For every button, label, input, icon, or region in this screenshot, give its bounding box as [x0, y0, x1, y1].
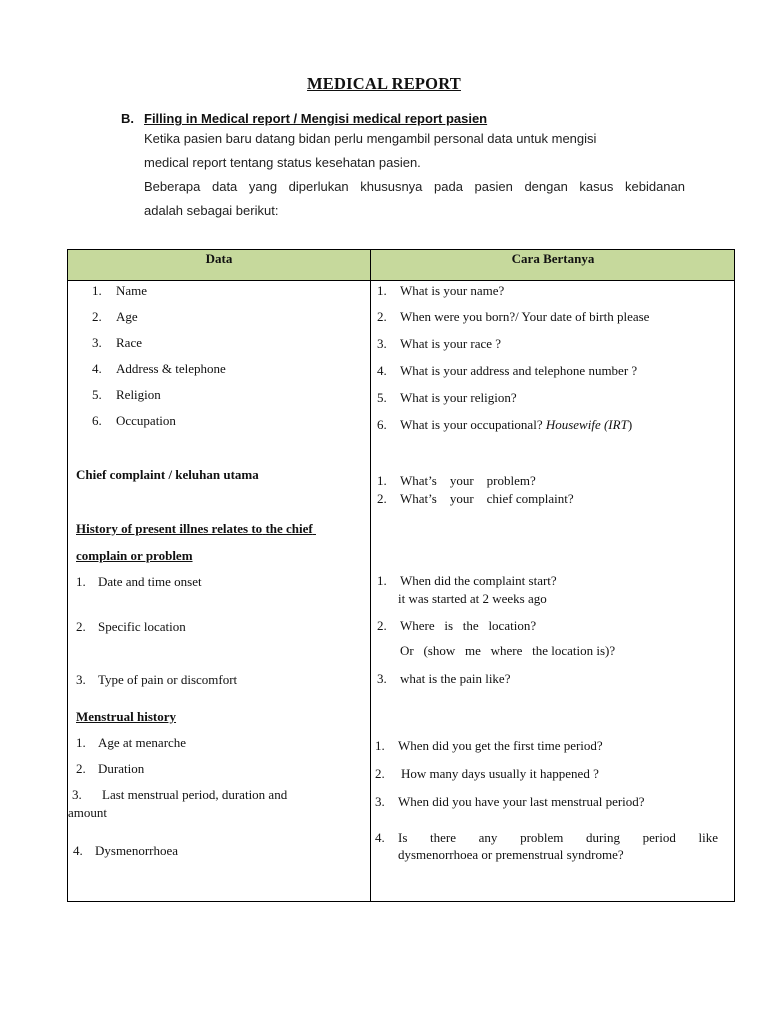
list-item: [375, 765, 599, 782]
item-number: 1.: [92, 283, 102, 298]
item-example: Housewife (IRT: [545, 417, 628, 432]
item-number: 1.: [76, 735, 86, 750]
list-item: [92, 308, 138, 325]
intro-paragraph-2: [144, 175, 685, 223]
item-number: 1.: [377, 473, 387, 488]
list-item: [375, 829, 718, 863]
item-number: 3.: [377, 671, 387, 686]
item-text: What’s your chief complaint?: [400, 491, 574, 506]
column-divider: [370, 250, 371, 901]
list-item: [377, 335, 501, 352]
item-number: 3.: [377, 336, 387, 351]
item-text: Religion: [116, 387, 161, 402]
list-item: [377, 490, 574, 507]
header-cara-bertanya: Cara Bertanya: [511, 251, 595, 266]
item-text: How many days usually it happened ?: [401, 766, 599, 781]
item-number: 3.: [76, 672, 86, 687]
section-label: B.: [121, 111, 134, 126]
menstrual-history-heading: Menstrual history: [76, 709, 177, 724]
item-number: 6.: [377, 417, 387, 432]
intro-line: adalah sebagai berikut:: [144, 203, 279, 218]
item-number: 1.: [377, 573, 387, 588]
page-title: MEDICAL REPORT: [307, 74, 461, 93]
list-item: [377, 670, 510, 687]
list-item: [377, 389, 517, 406]
section-heading: Filling in Medical report / Mengisi medical report pasien: [144, 111, 488, 126]
list-item: [76, 760, 144, 777]
list-item: [92, 412, 176, 429]
history-heading: [76, 520, 316, 537]
item-number: 3.: [375, 794, 385, 809]
item-text: What is your address and telephone number ?: [400, 363, 638, 378]
list-item: [377, 362, 637, 379]
item-number: 2.: [377, 309, 387, 324]
item-text: When did you have your last menstrual period?: [398, 794, 645, 809]
history-heading-part1: History of present illnes relates to: [76, 521, 263, 536]
list-item-detail: it was started at 2 weeks ago: [398, 591, 547, 606]
list-item: [375, 737, 603, 754]
item-text: What is your name?: [400, 283, 505, 298]
item-text: Specific location: [98, 619, 186, 634]
list-item: [72, 786, 287, 803]
item-number: 4.: [73, 843, 83, 858]
list-item-first-line: [375, 829, 718, 846]
medical-report-table: [67, 249, 735, 902]
list-item: [375, 793, 645, 810]
item-text: Is there any problem during period like: [398, 830, 718, 845]
history-heading-line2: complain or problem: [76, 548, 193, 563]
item-number: 2.: [377, 491, 387, 506]
list-item-detail: Or (show me where the location is)?: [400, 643, 616, 658]
intro-paragraph-1: [144, 127, 685, 175]
item-number: 2.: [92, 309, 102, 324]
list-item: [92, 386, 161, 403]
item-number: 2.: [76, 619, 86, 634]
item-number: 4.: [375, 830, 385, 845]
list-item: [92, 334, 142, 351]
table-header-row: [68, 250, 734, 281]
list-item: [377, 572, 557, 589]
item-number: 5.: [92, 387, 102, 402]
list-item: [76, 618, 186, 635]
item-text: Age: [116, 309, 138, 324]
item-text: Last menstrual period, duration and: [102, 787, 288, 802]
list-item: [73, 842, 178, 859]
item-text: Occupation: [116, 413, 176, 428]
item-text: When did you get the first time period?: [398, 738, 603, 753]
item-text: When did the complaint start?: [400, 573, 557, 588]
item-text: Age at menarche: [98, 735, 187, 750]
item-text: Where is the location?: [400, 618, 537, 633]
item-text: Name: [116, 283, 148, 298]
list-item-continuation: amount: [68, 805, 107, 820]
item-number: 1.: [375, 738, 385, 753]
item-text: Address & telephone: [116, 361, 226, 376]
list-item: [92, 360, 226, 377]
item-number: 2.: [76, 761, 86, 776]
item-text: When were you born?/ Your date of birth please: [400, 309, 650, 324]
intro-line: Beberapa data yang diperlukan khususnya pada pasien dengan kasus kebidanan: [144, 179, 685, 194]
list-item: [377, 282, 504, 299]
item-text: Type of pain or discomfort: [98, 672, 238, 687]
item-number: 4.: [377, 363, 387, 378]
item-number: 3.: [92, 335, 102, 350]
item-text: What is your religion?: [400, 390, 517, 405]
item-number: 1.: [76, 574, 86, 589]
header-data: Data: [205, 251, 233, 266]
item-number: 1.: [377, 283, 387, 298]
item-example-end: ): [627, 417, 633, 432]
chief-complaint-heading: Chief complaint / keluhan utama: [76, 467, 259, 482]
history-heading-part2: the chief: [265, 521, 313, 536]
list-item: [76, 573, 202, 590]
intro-line: Ketika pasien baru datang bidan perlu mengambil personal data untuk mengisi: [144, 131, 597, 146]
item-number: 2.: [377, 618, 387, 633]
item-number: 4.: [92, 361, 102, 376]
intro-line: medical report tentang status kesehatan pasien.: [144, 155, 421, 170]
item-number: 2.: [375, 766, 385, 781]
item-text-line2: dysmenorrhoea or premenstrual syndrome?: [398, 847, 624, 862]
item-text: What is your race ?: [400, 336, 502, 351]
item-text: What is your occupational?: [400, 417, 543, 432]
list-item: [377, 308, 649, 325]
item-text: what is the pain like?: [400, 671, 511, 686]
list-item: [76, 734, 186, 751]
item-number: 5.: [377, 390, 387, 405]
item-text: Dysmenorrhoea: [95, 843, 179, 858]
item-number: 3.: [72, 787, 82, 802]
item-text: Race: [116, 335, 142, 350]
item-text: Duration: [98, 761, 145, 776]
list-item: [377, 472, 536, 489]
list-item: [377, 617, 536, 634]
list-item: [92, 282, 147, 299]
list-item: [76, 671, 237, 688]
item-number: 6.: [92, 413, 102, 428]
item-text: Date and time onset: [98, 574, 202, 589]
list-item: [377, 416, 632, 433]
item-text: What’s your problem?: [400, 473, 536, 488]
